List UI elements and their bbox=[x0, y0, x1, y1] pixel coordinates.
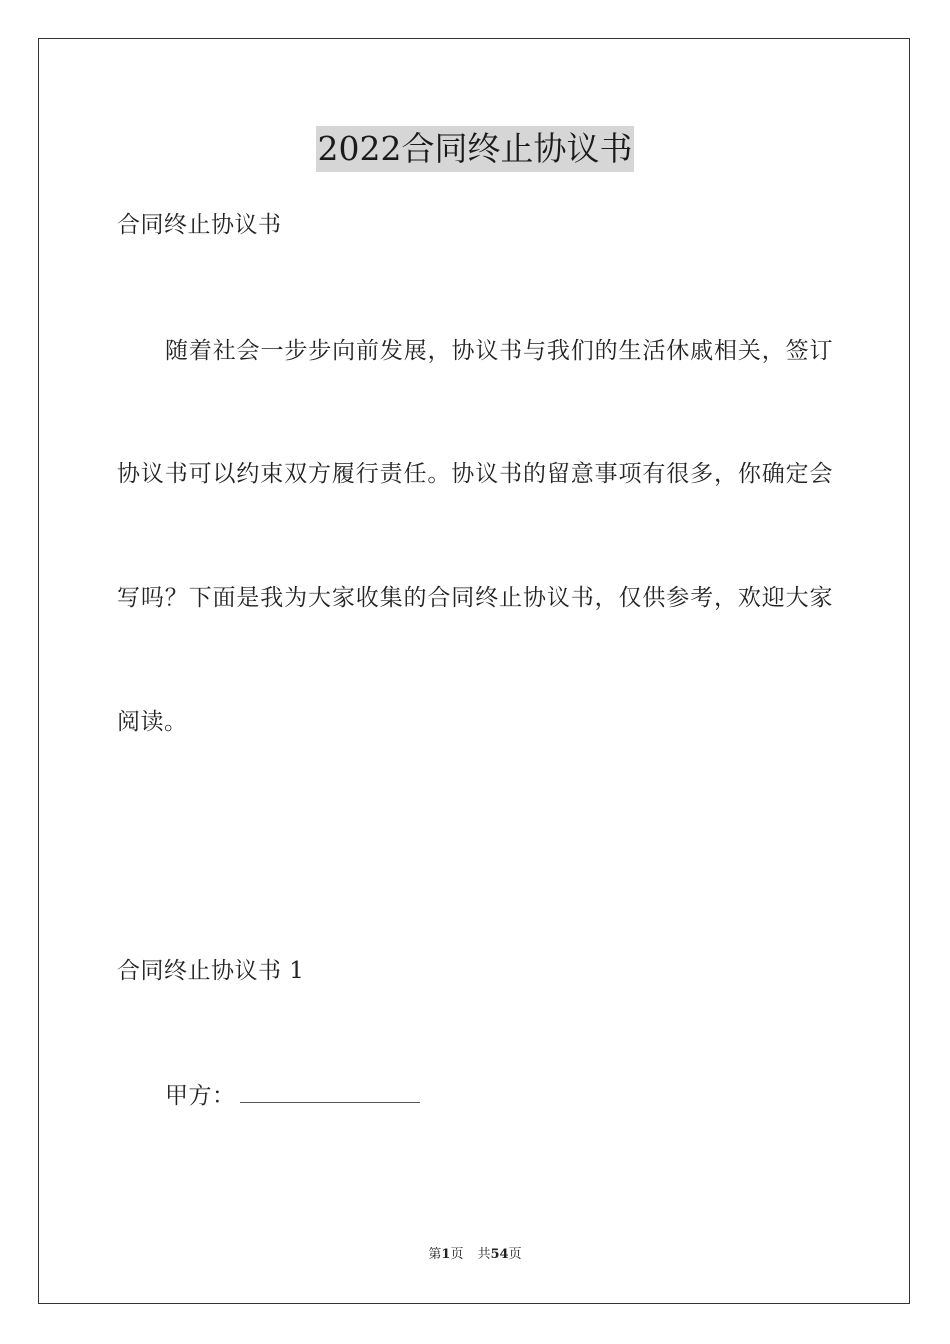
document-title: 2022合同终止协议书 bbox=[316, 126, 635, 172]
party-a-blank-field[interactable] bbox=[240, 1080, 420, 1103]
intro-line-2: 协议书可以约束双方履行责任。协议书的留意事项有很多，你确定会 bbox=[117, 461, 833, 487]
total-pages: 54 bbox=[490, 1247, 509, 1262]
page-prefix: 第 bbox=[428, 1247, 442, 1262]
page-suffix: 页 bbox=[450, 1247, 464, 1262]
page-footer bbox=[0, 1246, 950, 1264]
section-heading: 合同终止协议书 1 bbox=[117, 958, 305, 984]
intro-line-1: 随着社会一步步向前发展，协议书与我们的生活休戚相关，签订 bbox=[165, 338, 833, 364]
document-subtitle: 合同终止协议书 bbox=[117, 212, 282, 238]
title-container bbox=[0, 126, 950, 172]
intro-line-3: 写吗？下面是我为大家收集的合同终止协议书，仅供参考，欢迎大家 bbox=[117, 585, 833, 611]
total-suffix: 页 bbox=[508, 1247, 522, 1262]
total-prefix: 共 bbox=[477, 1247, 491, 1262]
party-a-label: 甲方： bbox=[165, 1083, 236, 1109]
intro-line-4: 阅读。 bbox=[117, 709, 188, 735]
party-a-row bbox=[165, 1080, 420, 1112]
page-number: 1 bbox=[441, 1247, 451, 1262]
